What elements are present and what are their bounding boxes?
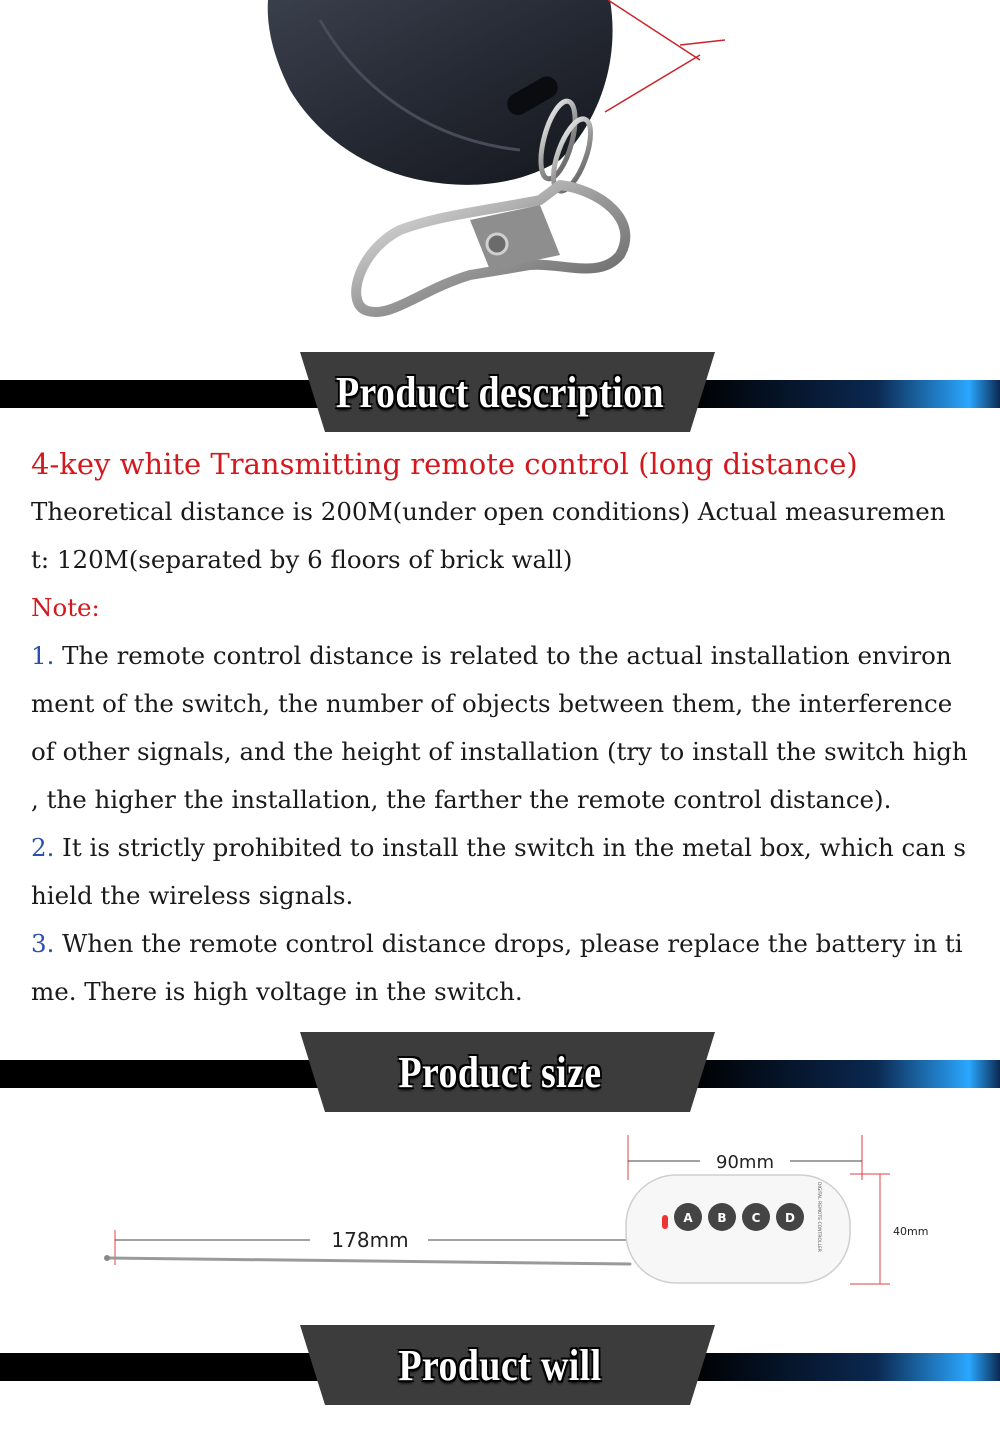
antenna — [108, 1258, 630, 1264]
note-item-1-cont: of other signals, and the height of installation (try to install the switch high — [31, 737, 968, 766]
device-text: DIGITAL REMOTE CONTROLLER — [816, 1182, 821, 1252]
button-label: B — [717, 1211, 727, 1225]
section-banner-description — [0, 352, 1000, 432]
button-label: C — [751, 1211, 761, 1225]
banner-title: Product description — [335, 367, 665, 417]
banner-title: Product size — [398, 1047, 602, 1097]
note-item-1-cont: , the higher the installation, the farther the remote control distance). — [31, 785, 892, 814]
description-line: t: 120M(separated by 6 floors of brick wall) — [31, 545, 573, 574]
description-line: Theoretical distance is 200M(under open conditions) Actual measuremen — [31, 497, 946, 526]
section-banner-will — [0, 1325, 1000, 1405]
note-number: 1. — [31, 641, 55, 670]
note-label: Note: — [31, 593, 100, 622]
note-item-3: 3. When the remote control distance drops, please replace the battery in ti — [31, 929, 963, 958]
remote-fob-body — [268, 0, 613, 185]
note-number: 2. — [31, 833, 55, 862]
section-banner-size — [0, 1032, 1000, 1112]
banner-title: Product will — [398, 1340, 602, 1390]
antenna-label: 178mm — [331, 1228, 409, 1252]
note-item-3-cont: me. There is high voltage in the switch. — [31, 977, 523, 1006]
product-description — [31, 440, 986, 1016]
note-number: 3. — [31, 929, 55, 958]
height-label: 40mm — [893, 1225, 929, 1238]
button-label: D — [785, 1211, 795, 1225]
width-label: 90mm — [716, 1152, 774, 1173]
note-item-2-cont: hield the wireless signals. — [31, 881, 354, 910]
button-label: A — [683, 1211, 693, 1225]
note-item-1: 1. The remote control distance is related to the actual installation environ — [31, 641, 952, 670]
note-item-2: 2. It is strictly prohibited to install the switch in the metal box, which can s — [31, 833, 966, 862]
product-photo — [0, 0, 1000, 345]
note-item-1-cont: ment of the switch, the number of objects between them, the interference — [31, 689, 953, 718]
description-heading: 4-key white Transmitting remote control (long distance) — [31, 447, 858, 481]
size-diagram — [0, 1125, 1000, 1325]
